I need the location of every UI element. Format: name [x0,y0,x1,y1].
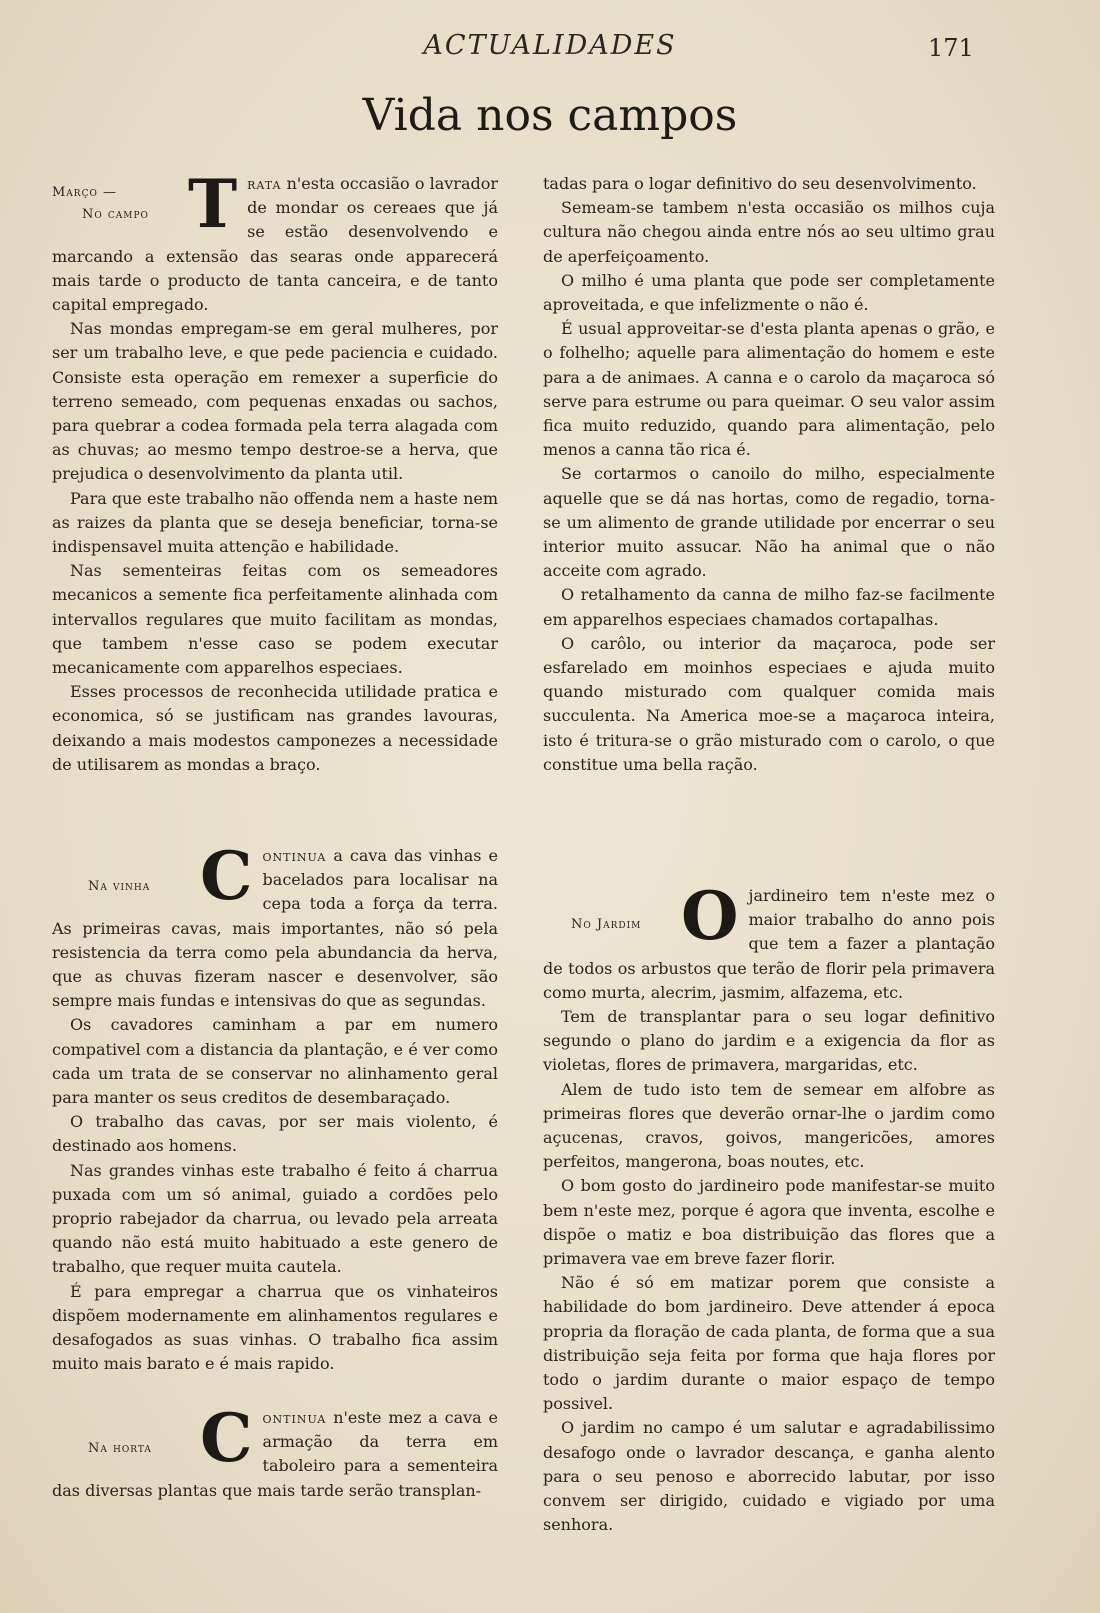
paragraph: É para empregar a charrua que os vinhateiros dispõem modernamente em alinhamentos regulares e desafogados as suas vinhas. O trabalho fica assim muito mais barato e é mais rapido. [52,1281,498,1374]
paragraph: Tem de transplantar para o seu logar definitivo segundo o plano do jardim e a exigencia da flor as violetas, flores de primavera, margaridas, etc. [543,1007,995,1075]
paragraph [543,877,995,1005]
section-horta-continued [543,172,995,777]
section-label-campo: No campo [82,207,149,222]
drop-cap: C [200,1399,253,1477]
section-label-horta: Na horta [88,1441,152,1456]
paragraph-text: n'esta occasião o lavrador de mondar os cereaes que já se estão desenvolvendo e marcando a extensão das searas onde apparecerá mais tarde o producto de tanta canceira, e de tanto capital empregado. [52,174,498,315]
left-column [52,165,499,1552]
paragraph: O milho é uma planta que pode ser completamente aproveitada, e que infelizmente o não é. [543,270,995,315]
paragraph-text: a cava das vinhas e bacelados para localisar na cepa toda a força da terra. As primeiras cavas, mais importantes, não só pela resistencia da terra como pela abundancia da herva, que as chuvas fizeram nascer e desenvolver, são sempre mais fundas e intensivas do que as segundas. [52,846,498,1011]
lead-word: ontinua [262,846,327,865]
section-label-jardim: No Jardim [571,917,642,932]
drop-cap: T [188,165,238,243]
paragraph: O carôlo, ou interior da maçaroca, pode ser esfarelado em moinhos especiaes e ajuda muito quando misturado com qualquer comida mais succulenta. Na America moe-se a maçaroca inteira, isto é tritura-se o grão misturado com o carolo, o que constitue uma bella ração. [543,633,995,774]
paragraph: O trabalho das cavas, por ser mais violento, é destinado aos homens. [52,1112,498,1156]
right-column [543,172,995,1552]
drop-cap: C [200,837,253,915]
paragraph: Nas sementeiras feitas com os semeadores mecanicos a semente fica perfeitamente alinhada com intervallos regulares que muito facilitam as mondas, que tambem n'esse caso se podem executar mecanicamente com apparelhos especiaes. [52,561,498,678]
section-campo [52,165,499,777]
paragraph: É usual approveitar-se d'esta planta apenas o grão, e o folhelho; aquelle para alimentação do homem e este para a de animaes. A canna e o carolo da maçaroca só serve para estrume ou para queimar. O seu valor assim fica muito reduzido, quando para alimentação, pelo menos a canna tão rica é. [543,319,995,460]
paragraph: Nas mondas empregam-se em geral mulheres, por ser um trabalho leve, e que pede paciencia e cuidado. Consiste esta operação em remexer a superficie do terreno semeado, com pequenas enxadas ou sachos, para quebrar a codea formada pela terra alagada com as chuvas; ao mesmo tempo destroe-se a herva, que prejudica o desenvolvimento da planta util. [52,319,498,484]
paragraph-text: n'este mez a cava e armação da terra em taboleiro para a sementeira das diversas plantas que mais tarde serão transplan- [52,1408,498,1500]
paragraph: O retalhamento da canna de milho faz-se facilmente em apparelhos especiaes chamados cortapalhas. [543,585,995,629]
section-vinha [52,837,498,1376]
paragraph: Alem de tudo isto tem de semear em alfobre as primeiras flores que deverão ornar-lhe o jardim como açucenas, cravos, goivos, mangericões, amores perfeitos, mangerona, boas noutes, etc. [543,1079,995,1172]
section-label-month: Março — [52,185,117,200]
paragraph: O bom gosto do jardineiro pode manifestar-se muito bem n'este mez, porque é agora que inventa, escolhe e dispõe o matiz e boa distribuição das flores que a primavera vae em breve fazer florir. [543,1176,995,1269]
paragraph-text: jardineiro tem n'este mez o maior trabalho do anno pois que tem a fazer a plantação de todos os arbustos que terão de florir pela primavera como murta, alecrim, jasmim, alfazema, etc. [543,886,995,1002]
running-head: ACTUALIDADES [423,30,677,61]
paragraph [52,165,498,317]
paragraph: Não é só em matizar porem que consiste a habilidade do bom jardineiro. Deve attender á epoca propria da floração de cada planta, de forma que a sua distribuição seja feita por forma que haja flores por todo o jardim durante o maior espaço de tempo possivel. [543,1273,995,1414]
paragraph: Esses processos de reconhecida utilidade pratica e economica, só se justificam nas grandes lavouras, deixando a mais modestos camponezes a necessidade de utilisarem as mondas a braço. [52,682,498,774]
section-jardim [543,877,995,1537]
section-label-vinha: Na vinha [88,879,151,894]
paragraph: Semeam-se tambem n'esta occasião os milhos cuja cultura não chegou ainda entre nós ao seu ultimo grau de aperfeiçoamento. [543,198,995,266]
lead-word: rata [247,174,282,193]
paragraph: Para que este trabalho não offenda nem a haste nem as raizes da planta que se deseja beneficiar, torna-se indispensavel muita attenção e habilidade. [52,488,499,557]
section-horta [52,1399,498,1503]
paragraph: tadas para o logar definitivo do seu desenvolvimento. [543,174,977,193]
paragraph: Se cortarmos o canoilo do milho, especialmente aquelle que se dá nas hortas, como de regadio, torna-se um alimento de grande utilidade por encerrar o seu interior muito assucar. Não ha animal que o não acceite com agrado. [543,464,995,581]
paragraph: Nas grandes vinhas este trabalho é feito á charrua puxada com um só animal, guiado a cordões pelo proprio rabejador da charrua, ou levado pela arreata quando não está muito habituado a este genero de trabalho, que requer muita cautela. [52,1160,498,1277]
article-title: Vida nos campos [362,90,738,141]
paragraph: Os cavadores caminham a par em numero compativel com a distancia da plantação, e é ver como cada um trata de se conservar no alinhamento geral para manter os seus creditos de desembaraçado. [52,1015,498,1108]
lead-word: ontinua [262,1408,327,1427]
paragraph [52,837,498,1013]
page-number: 171 [928,34,974,62]
drop-cap: O [681,877,739,955]
paragraph: O jardim no campo é um salutar e agradabilissimo desafogo onde o lavrador descança, e ganha alento para o seu penoso e aborrecido labutar, por isso convem ser dirigido, cuidado e vigiado por uma senhora. [543,1418,995,1535]
